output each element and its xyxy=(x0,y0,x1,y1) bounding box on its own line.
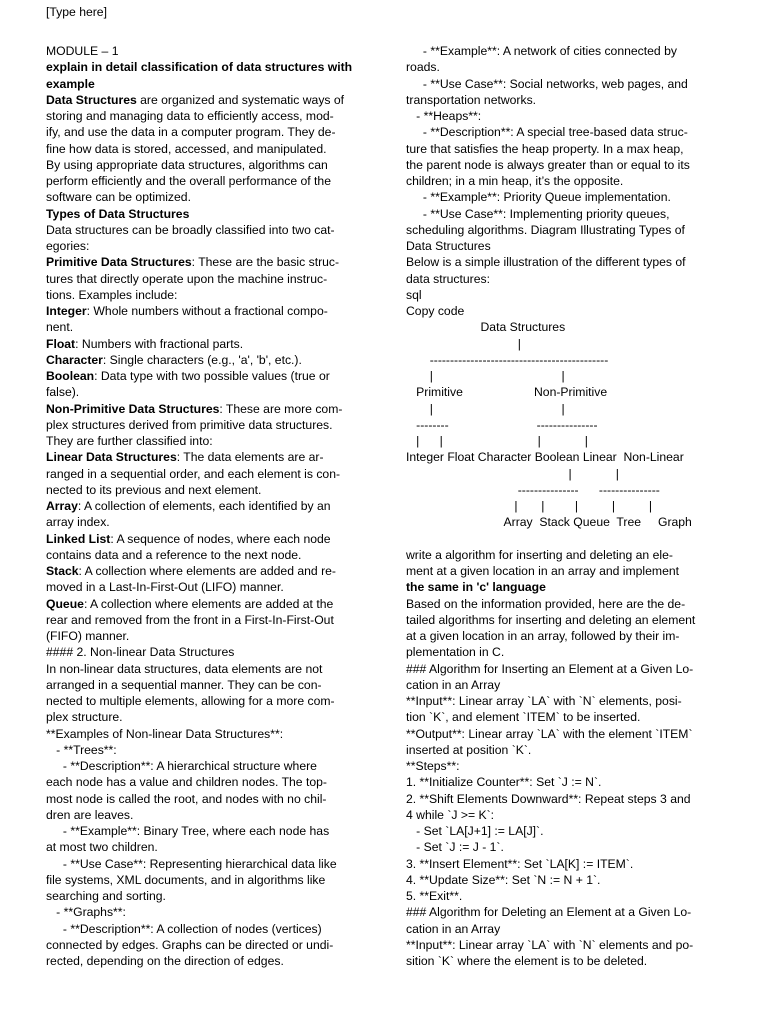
text-line xyxy=(46,76,362,92)
text-line xyxy=(406,807,724,823)
text-line xyxy=(46,384,362,400)
line-text: ment at a given location in an array and implement xyxy=(406,564,680,578)
line-text: tures that directly operate upon the machine instruc- xyxy=(46,271,328,286)
text-line xyxy=(46,482,362,498)
line-text: #### 2. Non-linear Data Structures xyxy=(46,645,235,660)
line-text: -------------------------------------------- xyxy=(406,352,609,367)
text-line xyxy=(46,401,362,417)
text-line xyxy=(46,59,362,75)
text-line xyxy=(406,774,724,790)
line-text: each node has a value and children nodes. The top- xyxy=(46,775,327,790)
line-text: : A collection where elements are added at the xyxy=(83,596,334,611)
text-line xyxy=(46,742,362,758)
line-text: inserted at position `K`. xyxy=(406,742,532,757)
line-text: Based on the information provided, here are the de- xyxy=(406,596,686,611)
line-text: searching and sorting. xyxy=(46,889,166,903)
text-line xyxy=(46,238,362,254)
text-line xyxy=(406,189,724,205)
text-line xyxy=(406,384,724,400)
text-line xyxy=(46,547,362,563)
text-line xyxy=(46,807,362,823)
text-line xyxy=(406,921,724,937)
text-line xyxy=(46,921,362,937)
line-text: **Steps**: xyxy=(406,759,460,773)
text-line xyxy=(406,271,724,287)
line-text: 4 while `J >= K`: xyxy=(406,807,495,822)
line-text: Data structures can be broadly classified into two cat- xyxy=(46,222,335,237)
line-text: -------- --------------- xyxy=(406,417,598,432)
line-text: ### Algorithm for Deleting an Element at a Given Lo- xyxy=(406,905,692,920)
text-line xyxy=(406,579,724,595)
text-line xyxy=(406,401,724,417)
line-text: 4. **Update Size**: Set `N := N + 1`. xyxy=(406,872,601,887)
text-line xyxy=(406,709,724,725)
text-line xyxy=(46,937,362,953)
bold-heading: the same in 'c' language xyxy=(406,580,546,595)
text-line xyxy=(46,953,362,969)
line-text: : A collection where elements are added and re- xyxy=(78,564,336,578)
line-text: children; in a min heap, it’s the opposite. xyxy=(406,174,624,188)
line-text: software can be optimized. xyxy=(46,190,191,205)
line-text: - **Trees**: xyxy=(46,742,117,757)
text-line xyxy=(406,888,724,904)
text-line xyxy=(46,726,362,742)
text-line xyxy=(46,758,362,774)
text-line xyxy=(46,368,362,384)
line-text: fine how data is stored, accessed, and manipulated. xyxy=(46,141,327,156)
line-text: at most two children. xyxy=(46,840,158,855)
header-placeholder: [Type here] xyxy=(46,5,107,19)
line-text: plex structures derived from primitive data structures. xyxy=(46,417,333,432)
text-line xyxy=(406,336,724,352)
line-text: rected, depending on the direction of edges. xyxy=(46,954,284,968)
text-line xyxy=(406,628,724,644)
line-text: Data Structures xyxy=(406,320,566,335)
line-text: transportation networks. xyxy=(406,92,537,107)
text-line xyxy=(406,254,724,270)
text-line xyxy=(46,531,362,547)
text-line xyxy=(46,612,362,628)
text-line xyxy=(406,417,724,433)
text-line xyxy=(406,222,724,238)
text-line xyxy=(46,661,362,677)
text-line xyxy=(406,856,724,872)
bold-term: Data Structures xyxy=(46,92,137,107)
text-line xyxy=(46,644,362,660)
line-text: | | xyxy=(406,401,565,416)
bold-heading: example xyxy=(46,76,95,91)
line-text: nent. xyxy=(46,320,74,335)
line-text: --------------- --------------- xyxy=(406,482,660,497)
text-line xyxy=(406,596,724,612)
bold-term: Boolean xyxy=(46,369,95,383)
line-text: write a algorithm for inserting and deleting an ele- xyxy=(406,547,673,562)
line-text: - **Use Case**: Implementing priority queues, xyxy=(406,206,670,221)
text-line xyxy=(46,222,362,238)
text-line xyxy=(46,449,362,465)
text-line xyxy=(46,124,362,140)
line-text: plex structure. xyxy=(46,710,123,725)
text-line xyxy=(406,108,724,124)
text-line xyxy=(406,498,724,514)
text-line xyxy=(46,709,362,725)
text-line xyxy=(406,303,724,319)
line-text: : Data type with two possible values (true or xyxy=(94,369,330,383)
text-line xyxy=(406,449,724,465)
text-line xyxy=(46,189,362,205)
line-text: : A sequence of nodes, where each node xyxy=(110,531,331,546)
text-line xyxy=(46,856,362,872)
line-text: **Output**: Linear array `LA` with the element `ITEM` xyxy=(406,726,693,741)
text-line xyxy=(406,482,724,498)
line-text: | | | | | xyxy=(406,499,653,513)
line-text: 5. **Exit**. xyxy=(406,889,463,903)
line-text: file systems, XML documents, and in algorithms like xyxy=(46,872,326,887)
line-text: : A collection of elements, each identified by an xyxy=(77,499,331,513)
text-line xyxy=(46,904,362,920)
line-text: : Numbers with fractional parts. xyxy=(75,336,244,351)
text-line xyxy=(406,839,724,855)
text-line xyxy=(406,319,724,335)
line-text: **Examples of Non-linear Data Structures**: xyxy=(46,726,284,741)
text-line xyxy=(406,823,724,839)
line-text: plementation in C. xyxy=(406,645,505,660)
text-line xyxy=(46,417,362,433)
text-line xyxy=(46,693,362,709)
line-text: storing and managing data to efficiently access, mod- xyxy=(46,109,334,123)
text-line xyxy=(406,206,724,222)
text-line xyxy=(406,92,724,108)
text-line xyxy=(46,628,362,644)
line-text: the parent node is always greater than or equal to its xyxy=(406,157,690,172)
text-line xyxy=(406,141,724,157)
text-line xyxy=(46,839,362,855)
text-line xyxy=(406,433,724,449)
line-text: Array Stack Queue Tree Graph xyxy=(406,515,692,530)
line-text: ranged in a sequential order, and each element is con- xyxy=(46,466,341,481)
text-line xyxy=(46,206,362,222)
text-line xyxy=(406,368,724,384)
text-line xyxy=(46,774,362,790)
text-line xyxy=(406,124,724,140)
line-text: - **Description**: A special tree-based data struc- xyxy=(406,125,688,140)
bold-term: Queue xyxy=(46,596,84,611)
text-line xyxy=(46,336,362,352)
left-column xyxy=(46,43,362,969)
text-line xyxy=(406,758,724,774)
text-line xyxy=(46,287,362,303)
line-text: are organized and systematic ways of xyxy=(136,92,345,107)
text-line xyxy=(46,108,362,124)
line-text: data structures: xyxy=(406,271,490,286)
bold-term: Array xyxy=(46,499,78,513)
text-line xyxy=(406,726,724,742)
line-text: moved in a Last-In-First-Out (LIFO) manner. xyxy=(46,580,284,595)
text-line xyxy=(46,677,362,693)
text-line xyxy=(46,43,362,59)
line-text: - **Description**: A collection of nodes (vertices) xyxy=(46,921,322,936)
line-text: : These are more com- xyxy=(219,401,343,416)
line-text: arranged in a sequential manner. They can be con- xyxy=(46,677,322,692)
line-text: - **Description**: A hierarchical structure where xyxy=(46,759,317,773)
line-text: false). xyxy=(46,385,80,400)
text-line xyxy=(46,872,362,888)
line-text: | | xyxy=(406,369,565,383)
text-line xyxy=(406,953,724,969)
bold-term: Character xyxy=(46,352,103,367)
line-text: perform efficiently and the overall performance of the xyxy=(46,174,331,188)
text-line xyxy=(46,433,362,449)
line-text: scheduling algorithms. Diagram Illustrating Types of xyxy=(406,222,685,237)
line-text: most node is called the root, and nodes with no chil- xyxy=(46,791,327,806)
line-text: : The data elements are ar- xyxy=(176,450,324,465)
line-text: Data Structures xyxy=(406,239,491,253)
line-text: tions. Examples include: xyxy=(46,287,178,302)
text-line xyxy=(46,92,362,108)
line-text: They are further classified into: xyxy=(46,434,213,448)
text-line xyxy=(46,303,362,319)
text-line xyxy=(46,352,362,368)
text-line xyxy=(406,791,724,807)
line-text: 2. **Shift Elements Downward**: Repeat steps 3 and xyxy=(406,791,691,806)
bold-term: Stack xyxy=(46,564,79,578)
text-line xyxy=(406,872,724,888)
text-line xyxy=(406,352,724,368)
text-line xyxy=(406,157,724,173)
line-text: nected to multiple elements, allowing for a more com- xyxy=(46,694,335,708)
line-text: - Set `J := J - 1`. xyxy=(406,840,504,855)
line-text: - **Heaps**: xyxy=(406,109,482,123)
line-text: ture that satisfies the heap property. In a max heap, xyxy=(406,141,684,156)
line-text: : These are the basic struc- xyxy=(191,255,340,270)
bold-term: Non-Primitive Data Structures xyxy=(46,401,220,416)
line-text: By using appropriate data structures, algorithms can xyxy=(46,157,328,172)
text-line xyxy=(406,693,724,709)
line-text: 1. **Initialize Counter**: Set `J := N`. xyxy=(406,775,602,790)
text-line xyxy=(406,661,724,677)
text-line xyxy=(46,173,362,189)
line-text: contains data and a reference to the next node. xyxy=(46,547,302,562)
text-line xyxy=(406,466,724,482)
text-line xyxy=(406,563,724,579)
line-text: - **Use Case**: Representing hierarchical data like xyxy=(46,856,337,871)
text-line xyxy=(406,612,724,628)
text-line xyxy=(406,173,724,189)
line-text: In non-linear data structures, data elements are not xyxy=(46,661,323,676)
text-line xyxy=(406,904,724,920)
text-line xyxy=(406,59,724,75)
line-text: - Set `LA[J+1] := LA[J]`. xyxy=(406,824,544,838)
text-line xyxy=(406,287,724,303)
line-text: cation in an Array xyxy=(406,677,501,692)
bold-term: Primitive Data Structures xyxy=(46,255,192,270)
page-header xyxy=(46,4,107,20)
bold-term: Float xyxy=(46,336,76,351)
text-line xyxy=(406,644,724,660)
line-text: : Single characters (e.g., 'a', 'b', etc.). xyxy=(102,352,302,367)
text-line xyxy=(46,888,362,904)
text-line xyxy=(406,531,724,547)
text-line xyxy=(46,319,362,335)
line-text: at a given location in an array, followed by their im- xyxy=(406,629,680,643)
text-line xyxy=(46,823,362,839)
line-text: | | | | xyxy=(406,434,588,448)
text-line xyxy=(46,271,362,287)
line-text: | | xyxy=(406,466,619,481)
line-text: connected by edges. Graphs can be directed or undi- xyxy=(46,937,334,952)
bold-term: Integer xyxy=(46,304,87,318)
text-line xyxy=(46,596,362,612)
text-line xyxy=(46,579,362,595)
text-line xyxy=(46,466,362,482)
line-text: Integer Float Character Boolean Linear Non-Linear xyxy=(406,450,684,465)
text-line xyxy=(406,238,724,254)
line-text: nected to its previous and next element. xyxy=(46,482,262,497)
line-text: **Input**: Linear array `LA` with `N` elements and po- xyxy=(406,937,694,952)
text-line xyxy=(46,157,362,173)
line-text: Copy code xyxy=(406,304,465,318)
line-text: ify, and use the data in a computer program. They de- xyxy=(46,125,336,140)
line-text: - **Graphs**: xyxy=(46,905,126,920)
line-text: array index. xyxy=(46,515,110,530)
line-text: ### Algorithm for Inserting an Element at a Given Lo- xyxy=(406,661,694,676)
text-line xyxy=(406,677,724,693)
text-line xyxy=(46,254,362,270)
text-line xyxy=(406,742,724,758)
bold-term: Linear Data Structures xyxy=(46,450,177,465)
bold-heading: explain in detail classification of data structures with xyxy=(46,60,353,75)
text-line xyxy=(406,76,724,92)
line-text: (FIFO) manner. xyxy=(46,629,130,643)
text-line xyxy=(406,937,724,953)
line-text: dren are leaves. xyxy=(46,807,134,822)
text-line xyxy=(46,141,362,157)
text-line xyxy=(46,498,362,514)
line-text: - **Use Case**: Social networks, web pages, and xyxy=(406,76,688,91)
line-text: cation in an Array xyxy=(406,921,501,936)
line-text: - **Example**: A network of cities connected by xyxy=(406,44,677,58)
line-text: tailed algorithms for inserting and deleting an element xyxy=(406,612,696,627)
bold-heading: Types of Data Structures xyxy=(46,206,190,221)
bold-term: Linked List xyxy=(46,531,111,546)
text-line xyxy=(406,514,724,530)
line-text: rear and removed from the front in a First-In-First-Out xyxy=(46,612,334,627)
line-text: sql xyxy=(406,287,422,302)
line-text: : Whole numbers without a fractional compo- xyxy=(86,304,328,318)
text-line xyxy=(46,563,362,579)
line-text: **Input**: Linear array `LA` with `N` elements, posi- xyxy=(406,694,682,708)
line-text: MODULE – 1 xyxy=(46,44,119,58)
line-text: tion `K`, and element `ITEM` to be inserted. xyxy=(406,710,641,725)
line-text: 3. **Insert Element**: Set `LA[K] := ITEM`. xyxy=(406,856,634,871)
text-line xyxy=(46,791,362,807)
line-text: sition `K` where the element is to be deleted. xyxy=(406,954,648,968)
text-line xyxy=(406,43,724,59)
line-text: - **Example**: Binary Tree, where each node has xyxy=(46,824,330,838)
text-line xyxy=(406,547,724,563)
line-text: egories: xyxy=(46,239,90,253)
line-text: roads. xyxy=(406,60,440,75)
line-text: Primitive Non-Primitive xyxy=(406,385,608,400)
right-column xyxy=(406,43,724,969)
line-text: | xyxy=(406,336,521,351)
line-text: Below is a simple illustration of the different types of xyxy=(406,255,686,270)
text-line xyxy=(46,514,362,530)
line-text: - **Example**: Priority Queue implementation. xyxy=(406,190,671,205)
